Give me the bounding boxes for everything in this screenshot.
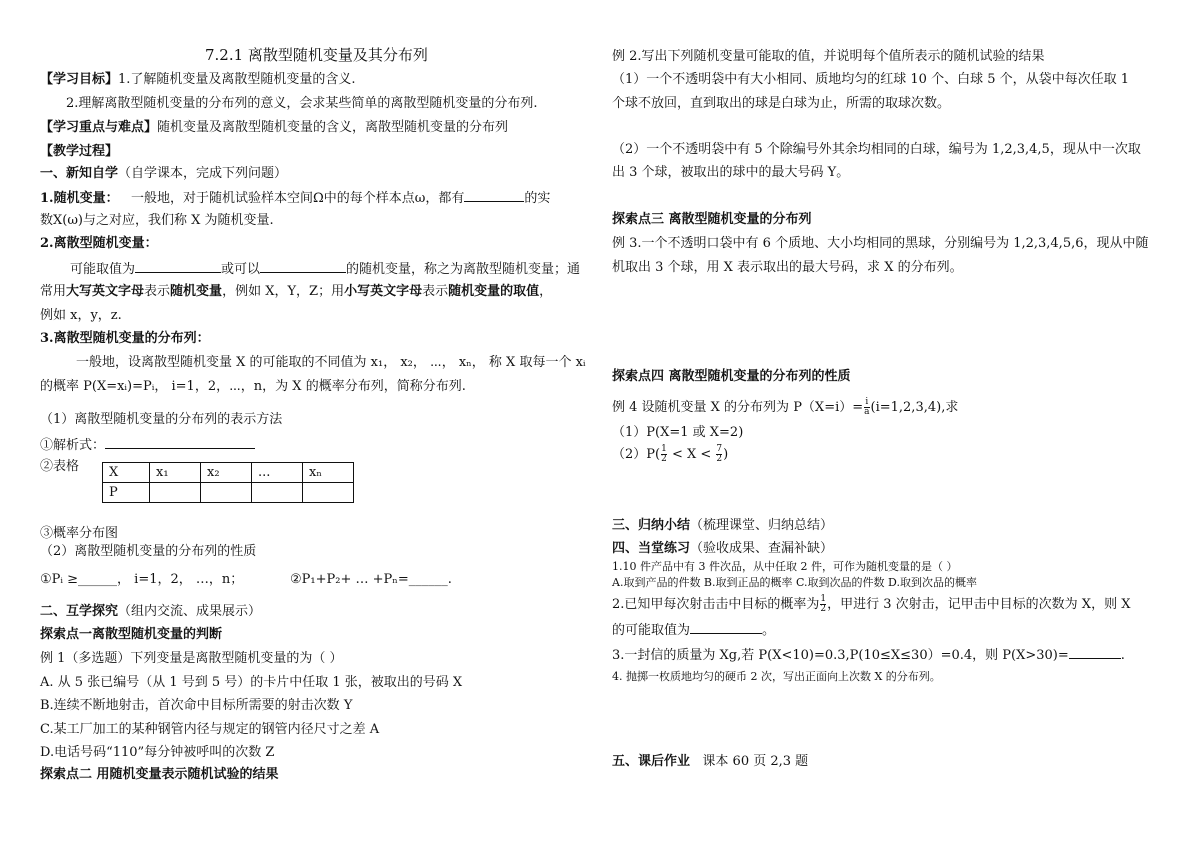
example-4: 例 4 设随机变量 X 的分布列为 P（X=i）= $\frac{i}{a}$ (i=1,2,3,4),求 bbox=[612, 397, 959, 417]
fraction: $\frac{i}{a}$ bbox=[864, 397, 870, 417]
table-cell bbox=[150, 483, 201, 503]
fill-blank[interactable] bbox=[464, 188, 524, 202]
question-1-options: A.取到产品的件数 B.取到正品的概率 C.取到次品的件数 D.取到次品的概率 bbox=[612, 576, 977, 589]
example-2-part-2-cont: 出 3 个球，被取出的球中的最大号码 Y。 bbox=[612, 165, 850, 180]
representation-heading: （1）离散型随机变量的分布列的表示方法 bbox=[40, 412, 283, 427]
table-row bbox=[103, 483, 354, 503]
example-4-part-2: （2）P( $\frac{1}{2}$ < X < $\frac{7}{2}$ ) bbox=[612, 444, 729, 464]
learning-goals: 【学习目标】1.了解随机变量及离散型随机变量的含义. bbox=[40, 72, 356, 87]
question-4: 4. 抛掷一枚质地均匀的硬币 2 次，写出正面向上次数 X 的分布列。 bbox=[612, 670, 941, 683]
distribution-table bbox=[102, 462, 354, 503]
key-points: 【学习重点与难点】随机变量及离散型随机变量的含义，离散型随机变量的分布列 bbox=[40, 120, 509, 135]
example-1: 例 1（多选题）下列变量是离散型随机变量的为（ ） bbox=[40, 651, 343, 666]
fill-blank[interactable] bbox=[690, 620, 762, 634]
fraction: $\frac{7}{2}$ bbox=[716, 444, 723, 464]
representation-chart-label: ③概率分布图 bbox=[40, 526, 119, 541]
explore-point-1: 探索点一离散型随机变量的判断 bbox=[40, 627, 223, 642]
representation-table-label: ②表格 bbox=[40, 459, 80, 474]
properties-heading: （2）离散型随机变量的分布列的性质 bbox=[40, 544, 257, 559]
example-4-part-1: （1）P(X=1 或 X=2) bbox=[612, 425, 744, 440]
example-1-option-c: C.某工厂加工的某种钢管内径与规定的钢管内径尺寸之差 A bbox=[40, 722, 380, 737]
section-5: 五、课后作业 课本 60 页 2,3 题 bbox=[612, 754, 809, 769]
table-cell: x₂ bbox=[201, 463, 252, 483]
table-row bbox=[103, 463, 354, 483]
process-tag: 【教学过程】 bbox=[40, 144, 119, 159]
example-2-part-1: （1）一个不透明袋中有大小相同、质地均匀的红球 10 个、白球 5 个，从袋中每次任取 1 bbox=[612, 72, 1130, 87]
table-cell: x₁ bbox=[150, 463, 201, 483]
question-3: 3.一封信的质量为 Xg,若 P(X<10)=0.3,P(10≤X≤30）=0.4，则 P(X>30)= . bbox=[612, 645, 1125, 665]
question-2-cont: 的可能取值为 。 bbox=[612, 620, 775, 640]
fill-blank[interactable] bbox=[260, 259, 346, 273]
discrete-rv-definition: 可能取值为 或可以 的随机变量，称之为离散型随机变量；通 bbox=[70, 259, 580, 279]
question-1: 1.10 件产品中有 3 件次品，从中任取 2 件，可作为随机变量的是（ ） bbox=[612, 560, 958, 573]
distribution-definition-cont: 的概率 P(X=xᵢ)=Pᵢ， i=1，2，⋯，n，为 X 的概率分布列，简称分布列. bbox=[40, 379, 466, 394]
fill-blank[interactable] bbox=[135, 259, 221, 273]
fill-blank[interactable] bbox=[1069, 645, 1121, 659]
explore-point-3: 探索点三 离散型随机变量的分布列 bbox=[612, 212, 812, 227]
table-cell: X bbox=[103, 463, 150, 483]
explore-point-2: 探索点二 用随机变量表示随机试验的结果 bbox=[40, 767, 279, 782]
representation-formula: ①解析式： bbox=[40, 435, 255, 455]
explore-point-4: 探索点四 离散型随机变量的分布列的性质 bbox=[612, 369, 851, 384]
section-4-heading: 四、当堂练习（验收成果、查漏补缺） bbox=[612, 541, 834, 556]
discrete-rv-notation: 常用大写英文字母表示随机变量，例如 X，Y，Z；用小写英文字母表示随机变量的取值， bbox=[40, 284, 553, 299]
example-2-part-1-cont: 个球不放回，直到取出的球是白球为止，所需的取球次数。 bbox=[612, 96, 951, 111]
example-1-option-a: A. 从 5 张已编号（从 1 号到 5 号）的卡片中任取 1 张，被取出的号码 X bbox=[40, 675, 463, 690]
page-title: 7.2.1 离散型随机变量及其分布列 bbox=[205, 46, 428, 64]
property-1: ①Pᵢ ≥______， i=1，2， …，n； bbox=[40, 572, 244, 587]
example-2: 例 2.写出下列随机变量可能取的值，并说明每个值所表示的随机试验的结果 bbox=[612, 49, 1045, 64]
example-2-part-2: （2）一个不透明袋中有 5 个除编号外其余均相同的白球，编号为 1,2,3,4,5，现从中一次取 bbox=[612, 142, 1141, 157]
random-variable-definition-cont: 数X(ω)与之对应，我们称 X 为随机变量. bbox=[40, 213, 274, 228]
table-cell bbox=[201, 483, 252, 503]
fill-blank[interactable] bbox=[105, 435, 255, 449]
section-3-heading: 三、归纳小结（梳理课堂、归纳总结） bbox=[612, 518, 834, 533]
distribution-heading: 3.离散型随机变量的分布列： bbox=[40, 331, 210, 346]
distribution-definition: 一般地，设离散型随机变量 X 的可能取的不同值为 x₁， x₂， ⋯， xₙ， 称 X 取每一个 xᵢ bbox=[76, 355, 586, 370]
table-cell bbox=[252, 483, 303, 503]
question-2: 2.已知甲每次射击击中目标的概率为 $\frac{1}{2}$ ，甲进行 3 次射击，记甲击中目标的次数为 X，则 X bbox=[612, 594, 1131, 614]
property-2: ②P₁+P₂+ … +Pₙ=______. bbox=[290, 572, 452, 587]
example-3-cont: 机取出 3 个球，用 X 表示取出的最大号码，求 X 的分布列。 bbox=[612, 260, 963, 275]
fraction: $\frac{1}{2}$ bbox=[820, 594, 827, 614]
learning-goal-2: 2.理解离散型随机变量的分布列的意义，会求某些简单的离散型随机变量的分布列. bbox=[66, 96, 538, 111]
example-1-option-d: D.电话号码“110”每分钟被呼叫的次数 Z bbox=[40, 745, 275, 760]
example-1-option-b: B.连续不断地射击，首次命中目标所需要的射击次数 Y bbox=[40, 698, 353, 713]
table-cell: ... bbox=[252, 463, 303, 483]
random-variable-definition: 1.随机变量： 一般地，对于随机试验样本空间Ω中的每个样本点ω，都有 的实 bbox=[40, 188, 550, 208]
fraction: $\frac{1}{2}$ bbox=[661, 444, 667, 464]
discrete-rv-heading: 2.离散型随机变量： bbox=[40, 236, 158, 251]
section-2-heading: 二、互学探究（组内交流、成果展示） bbox=[40, 604, 262, 619]
discrete-rv-example: 例如 x，y，z. bbox=[40, 308, 122, 323]
example-3: 例 3.一个不透明口袋中有 6 个质地、大小均相同的黑球，分别编号为 1,2,3,4,5,6，现从中随 bbox=[612, 236, 1149, 251]
table-cell bbox=[303, 483, 354, 503]
table-cell: P bbox=[103, 483, 150, 503]
section-1-heading: 一、新知自学（自学课本，完成下列问题） bbox=[40, 166, 288, 181]
table-cell: xₙ bbox=[303, 463, 354, 483]
